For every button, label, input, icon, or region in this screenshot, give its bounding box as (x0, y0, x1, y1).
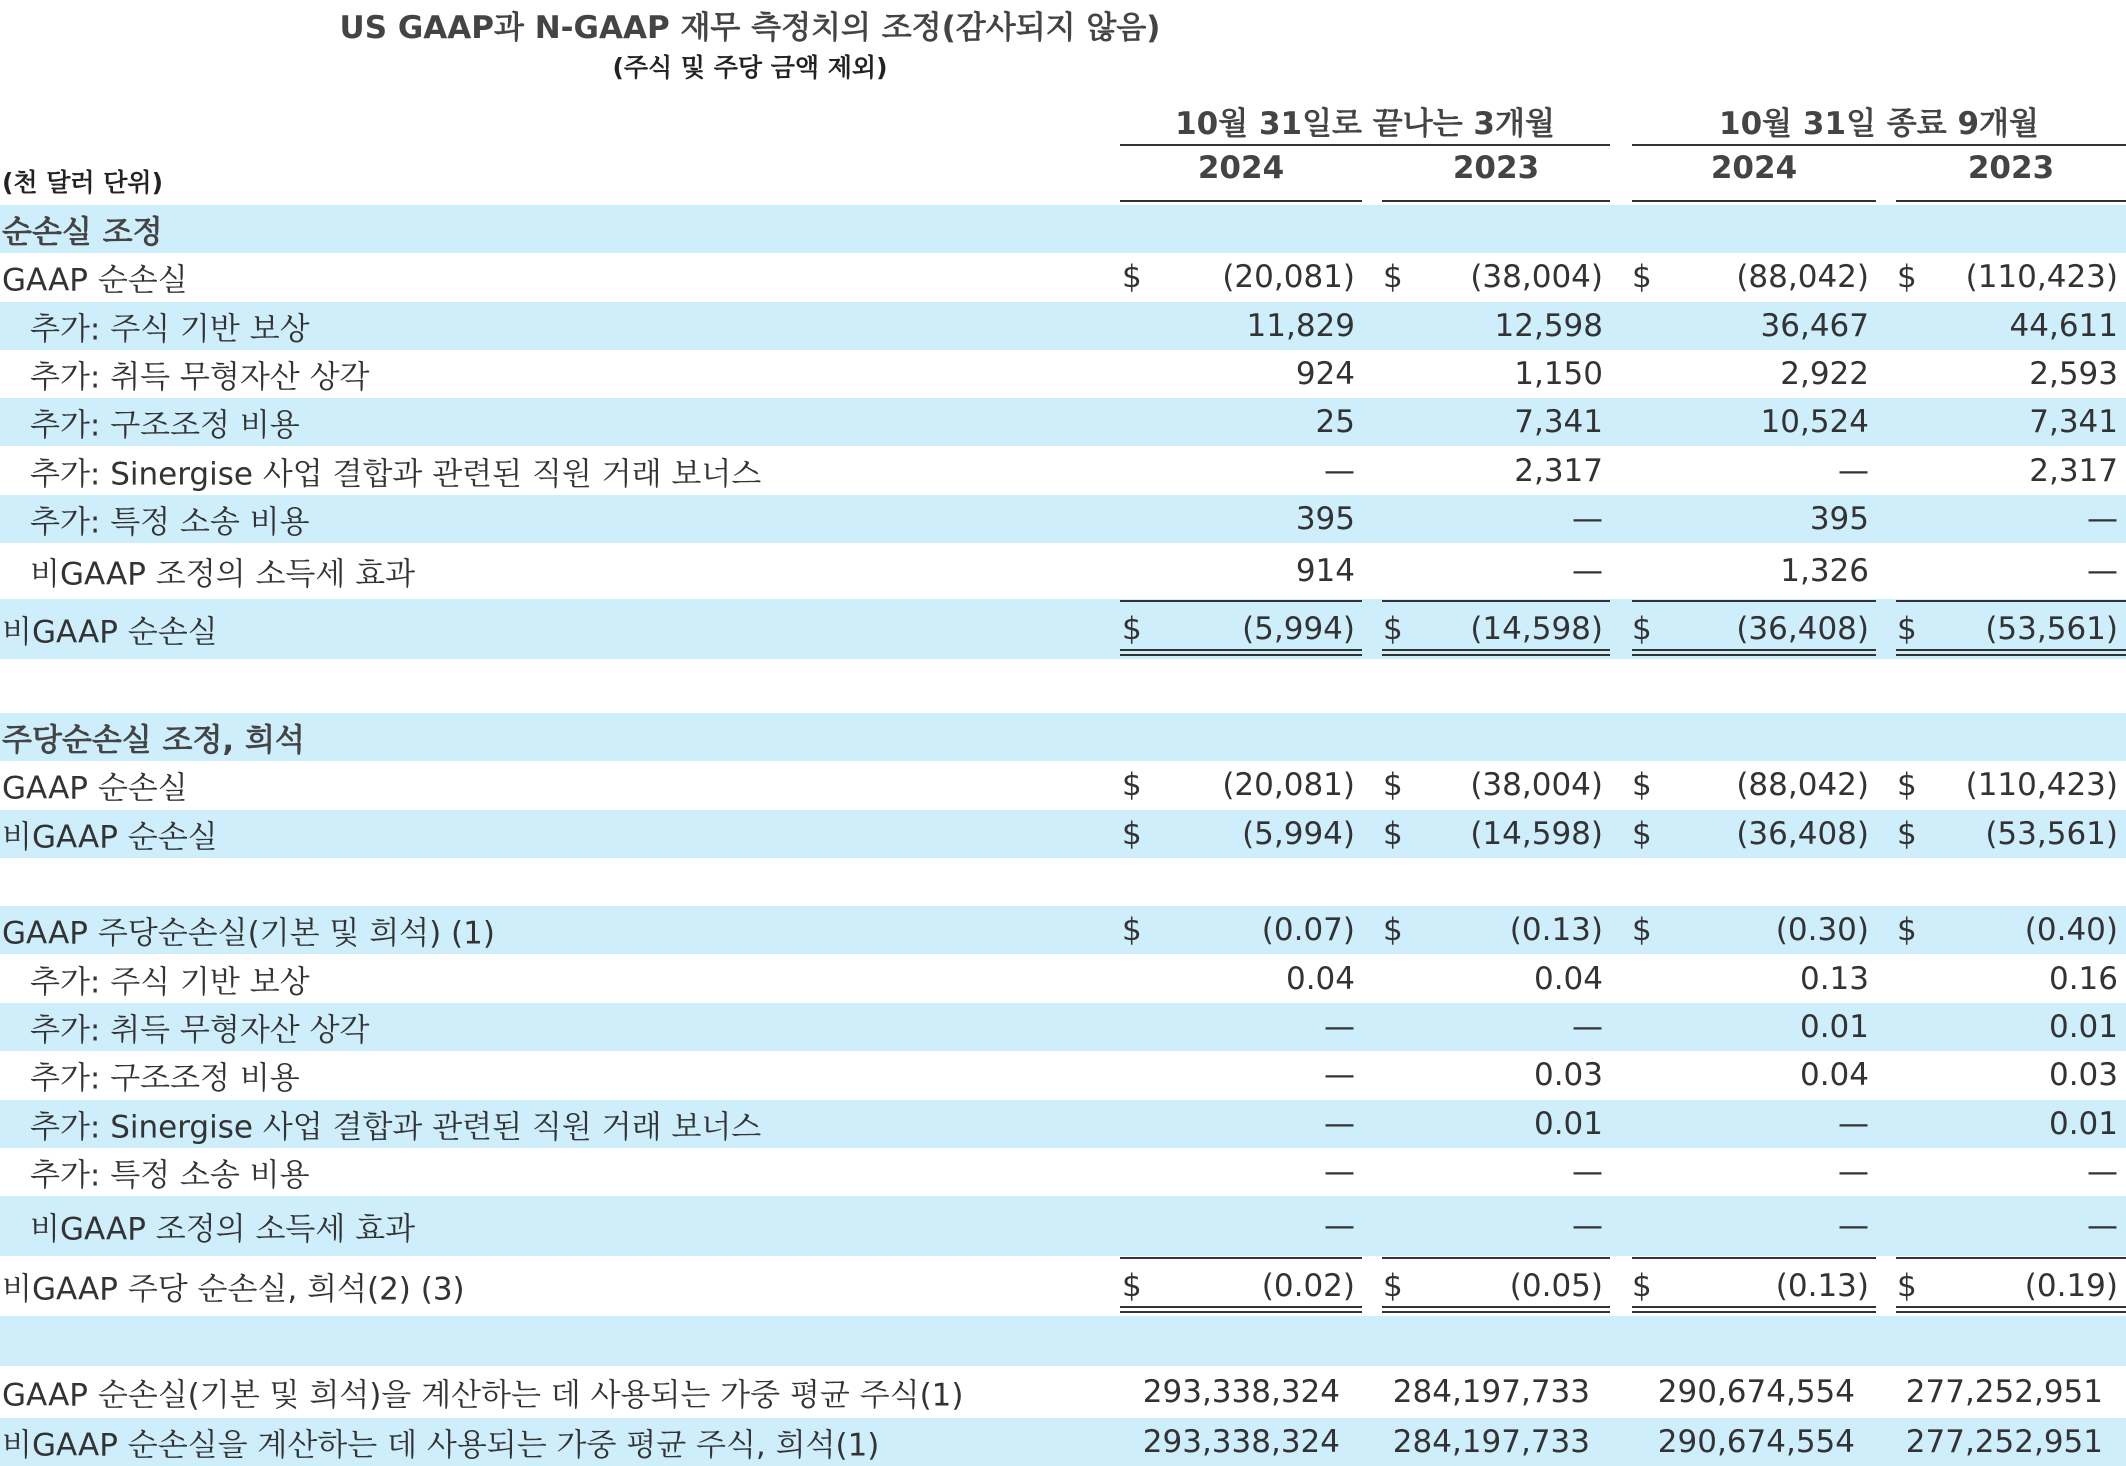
table-row (0, 858, 2126, 906)
currency-symbol: $ (1897, 611, 1917, 647)
column-group-three-months: 10월 31일로 끝나는 3개월 (1175, 106, 1555, 142)
table-row (0, 761, 2126, 809)
total-double-rule (1120, 654, 1362, 656)
unit-label: (천 달러 단위) (2, 168, 164, 197)
cell-value: 395 (1295, 501, 1355, 537)
row-label: 비GAAP 조정의 소득세 효과 (30, 556, 416, 593)
table-row (0, 955, 2126, 1003)
row-label: GAAP 순손실 (2, 262, 188, 299)
total-double-rule (1382, 1306, 1610, 1308)
row-label: 추가: Sinergise 사업 결합과 관련된 직원 거래 보너스 (30, 1109, 762, 1146)
row-label: 비GAAP 조정의 소득세 효과 (30, 1211, 416, 1248)
cell-value: — (1838, 453, 1869, 489)
cell-value: 0.01 (1799, 1009, 1869, 1045)
subtotal-rule (1382, 1257, 1610, 1259)
currency-symbol: $ (1122, 259, 1142, 295)
currency-symbol: $ (1383, 611, 1403, 647)
cell-value: 11,829 (1246, 308, 1355, 344)
cell-value: 277,252,951 (1905, 1424, 2103, 1460)
table-row (0, 810, 2126, 858)
column-year-rule (1896, 200, 2126, 202)
currency-symbol: $ (1122, 611, 1142, 647)
total-double-rule (1382, 649, 1610, 651)
cell-value: 284,197,733 (1392, 1424, 1590, 1460)
cell-value: (36,408) (1736, 816, 1869, 852)
cell-value: 7,341 (2029, 404, 2118, 440)
cell-value: 924 (1295, 356, 1355, 392)
cell-value: 284,197,733 (1392, 1374, 1590, 1410)
table-row (0, 1148, 2126, 1196)
cell-value: (0.13) (1775, 1268, 1869, 1304)
cell-value: — (1324, 1057, 1355, 1093)
cell-value: — (1324, 1009, 1355, 1045)
row-label: 추가: 주식 기반 보상 (30, 311, 310, 348)
row-label: 추가: 특정 소송 비용 (30, 1157, 310, 1194)
table-row (0, 253, 2126, 301)
cell-value: — (1324, 1208, 1355, 1244)
total-double-rule (1896, 649, 2126, 651)
row-label: 추가: 주식 기반 보상 (30, 964, 310, 1001)
currency-symbol: $ (1383, 259, 1403, 295)
cell-value: (53,561) (1985, 611, 2118, 647)
subtotal-rule (1896, 600, 2126, 602)
currency-symbol: $ (1122, 912, 1142, 948)
cell-value: — (1572, 1009, 1603, 1045)
table-row (0, 659, 2126, 713)
currency-symbol: $ (1632, 767, 1652, 803)
total-double-rule (1632, 1311, 1876, 1313)
cell-value: 10,524 (1760, 404, 1869, 440)
row-label: 추가: 구조조정 비용 (30, 407, 300, 444)
row-label: 비GAAP 순손실 (2, 614, 218, 651)
total-double-rule (1632, 654, 1876, 656)
table-row (0, 1418, 2126, 1466)
cell-value: 1,326 (1780, 553, 1869, 589)
cell-value: 290,674,554 (1657, 1374, 1855, 1410)
cell-value: 293,338,324 (1142, 1424, 1340, 1460)
cell-value: 12,598 (1494, 308, 1603, 344)
table-subtitle: (주식 및 주당 금액 제외) (612, 53, 888, 82)
row-label: 추가: 취득 무형자산 상각 (30, 359, 370, 396)
row-label: 추가: Sinergise 사업 결합과 관련된 직원 거래 보너스 (30, 456, 762, 493)
cell-value: — (1572, 1208, 1603, 1244)
cell-value: (0.40) (2024, 912, 2118, 948)
cell-value: — (1324, 453, 1355, 489)
table-title: US GAAP과 N-GAAP 재무 측정치의 조정(감사되지 않음) (339, 10, 1161, 46)
cell-value: (36,408) (1736, 611, 1869, 647)
total-double-rule (1120, 649, 1362, 651)
table-row (0, 1003, 2126, 1051)
table-row (0, 1196, 2126, 1256)
cell-value: (0.19) (2024, 1268, 2118, 1304)
table-row (0, 447, 2126, 495)
subtotal-rule (1632, 1257, 1876, 1259)
cell-value: 290,674,554 (1657, 1424, 1855, 1460)
cell-value: 1,150 (1514, 356, 1603, 392)
column-year: 2024 (1197, 150, 1285, 186)
row-label: GAAP 순손실 (2, 770, 188, 807)
cell-value: 2,317 (1514, 453, 1603, 489)
cell-value: — (1572, 553, 1603, 589)
cell-value: (88,042) (1736, 767, 1869, 803)
cell-value: (20,081) (1222, 767, 1355, 803)
currency-symbol: $ (1632, 259, 1652, 295)
table-row (0, 1100, 2126, 1148)
row-label: GAAP 주당순손실(기본 및 희석) (1) (2, 915, 495, 952)
row-label: GAAP 순손실(기본 및 희석)을 계산하는 데 사용되는 가중 평균 주식(1) (2, 1377, 964, 1414)
subtotal-rule (1120, 600, 1362, 602)
table-row (0, 543, 2126, 599)
cell-value: — (1838, 1106, 1869, 1142)
currency-symbol: $ (1632, 912, 1652, 948)
cell-value: (20,081) (1222, 259, 1355, 295)
cell-value: 7,341 (1514, 404, 1603, 440)
currency-symbol: $ (1897, 259, 1917, 295)
currency-symbol: $ (1383, 1268, 1403, 1304)
total-double-rule (1382, 654, 1610, 656)
cell-value: 0.16 (2048, 961, 2118, 997)
cell-value: (14,598) (1470, 611, 1603, 647)
cell-value: (5,994) (1242, 816, 1355, 852)
currency-symbol: $ (1122, 816, 1142, 852)
row-label: 추가: 구조조정 비용 (30, 1060, 300, 1097)
cell-value: 44,611 (2009, 308, 2118, 344)
cell-value: — (1838, 1154, 1869, 1190)
column-year: 2024 (1710, 150, 1798, 186)
table-row (0, 495, 2126, 543)
cell-value: — (1324, 1154, 1355, 1190)
cell-value: 2,922 (1780, 356, 1869, 392)
cell-value: 0.04 (1533, 961, 1603, 997)
cell-value: (5,994) (1242, 611, 1355, 647)
cell-value: (38,004) (1470, 767, 1603, 803)
currency-symbol: $ (1383, 767, 1403, 803)
cell-value: 0.04 (1285, 961, 1355, 997)
cell-value: 0.01 (1533, 1106, 1603, 1142)
cell-value: — (2087, 1154, 2118, 1190)
cell-value: (14,598) (1470, 816, 1603, 852)
cell-value: — (2087, 1208, 2118, 1244)
column-year: 2023 (1967, 150, 2055, 186)
cell-value: 2,593 (2029, 356, 2118, 392)
currency-symbol: $ (1897, 1268, 1917, 1304)
cell-value: (110,423) (1965, 259, 2118, 295)
currency-symbol: $ (1383, 912, 1403, 948)
subtotal-rule (1382, 600, 1610, 602)
column-group-rule (1120, 144, 1610, 146)
cell-value: 2,317 (2029, 453, 2118, 489)
total-double-rule (1896, 654, 2126, 656)
table-row (0, 713, 2126, 761)
currency-symbol: $ (1897, 767, 1917, 803)
cell-value: 914 (1295, 553, 1355, 589)
table-row (0, 302, 2126, 350)
subtotal-rule (1632, 600, 1876, 602)
currency-symbol: $ (1632, 816, 1652, 852)
cell-value: 0.03 (1533, 1057, 1603, 1093)
total-double-rule (1120, 1306, 1362, 1308)
cell-value: — (1324, 1106, 1355, 1142)
currency-symbol: $ (1632, 1268, 1652, 1304)
cell-value: — (1838, 1208, 1869, 1244)
column-group-rule (1632, 144, 2126, 146)
cell-value: 395 (1809, 501, 1869, 537)
column-group-nine-months: 10월 31일 종료 9개월 (1719, 106, 2039, 142)
cell-value: (38,004) (1470, 259, 1603, 295)
row-label: 추가: 취득 무형자산 상각 (30, 1012, 370, 1049)
cell-value: (0.07) (1261, 912, 1355, 948)
table-row (0, 398, 2126, 446)
table-row (0, 1051, 2126, 1099)
total-double-rule (1632, 649, 1876, 651)
table-row (0, 205, 2126, 253)
row-label: 순손실 조정 (2, 214, 163, 251)
total-double-rule (1896, 1306, 2126, 1308)
total-double-rule (1120, 1311, 1362, 1313)
row-label: 추가: 특정 소송 비용 (30, 504, 310, 541)
table-row (0, 1316, 2126, 1366)
table-row (0, 350, 2126, 398)
cell-value: — (2087, 501, 2118, 537)
cell-value: (0.30) (1775, 912, 1869, 948)
cell-value: 0.04 (1799, 1057, 1869, 1093)
currency-symbol: $ (1897, 816, 1917, 852)
currency-symbol: $ (1632, 611, 1652, 647)
row-label: 주당순손실 조정, 희석 (2, 722, 305, 759)
total-double-rule (1382, 1311, 1610, 1313)
column-year-rule (1632, 200, 1876, 202)
column-year-rule (1120, 200, 1362, 202)
cell-value: (88,042) (1736, 259, 1869, 295)
cell-value: 277,252,951 (1905, 1374, 2103, 1410)
currency-symbol: $ (1383, 816, 1403, 852)
total-double-rule (1632, 1306, 1876, 1308)
cell-value: (110,423) (1965, 767, 2118, 803)
cell-value: — (1572, 1154, 1603, 1190)
currency-symbol: $ (1897, 912, 1917, 948)
row-label: 비GAAP 주당 순손실, 희석(2) (3) (2, 1271, 465, 1308)
cell-value: 36,467 (1760, 308, 1869, 344)
currency-symbol: $ (1122, 1268, 1142, 1304)
total-double-rule (1896, 1311, 2126, 1313)
cell-value: 25 (1315, 404, 1355, 440)
row-label: 비GAAP 순손실 (2, 819, 218, 856)
cell-value: 0.01 (2048, 1009, 2118, 1045)
cell-value: 293,338,324 (1142, 1374, 1340, 1410)
cell-value: 0.01 (2048, 1106, 2118, 1142)
column-year: 2023 (1452, 150, 1540, 186)
currency-symbol: $ (1122, 767, 1142, 803)
cell-value: (0.05) (1509, 1268, 1603, 1304)
cell-value: 0.13 (1799, 961, 1869, 997)
cell-value: 0.03 (2048, 1057, 2118, 1093)
column-year-rule (1382, 200, 1610, 202)
table-row (0, 906, 2126, 954)
subtotal-rule (1120, 1257, 1362, 1259)
cell-value: (53,561) (1985, 816, 2118, 852)
cell-value: (0.13) (1509, 912, 1603, 948)
cell-value: — (1572, 501, 1603, 537)
cell-value: (0.02) (1261, 1268, 1355, 1304)
subtotal-rule (1896, 1257, 2126, 1259)
table-row (0, 1366, 2126, 1418)
row-label: 비GAAP 순손실을 계산하는 데 사용되는 가중 평균 주식, 희석(1) (2, 1427, 880, 1464)
cell-value: — (2087, 553, 2118, 589)
